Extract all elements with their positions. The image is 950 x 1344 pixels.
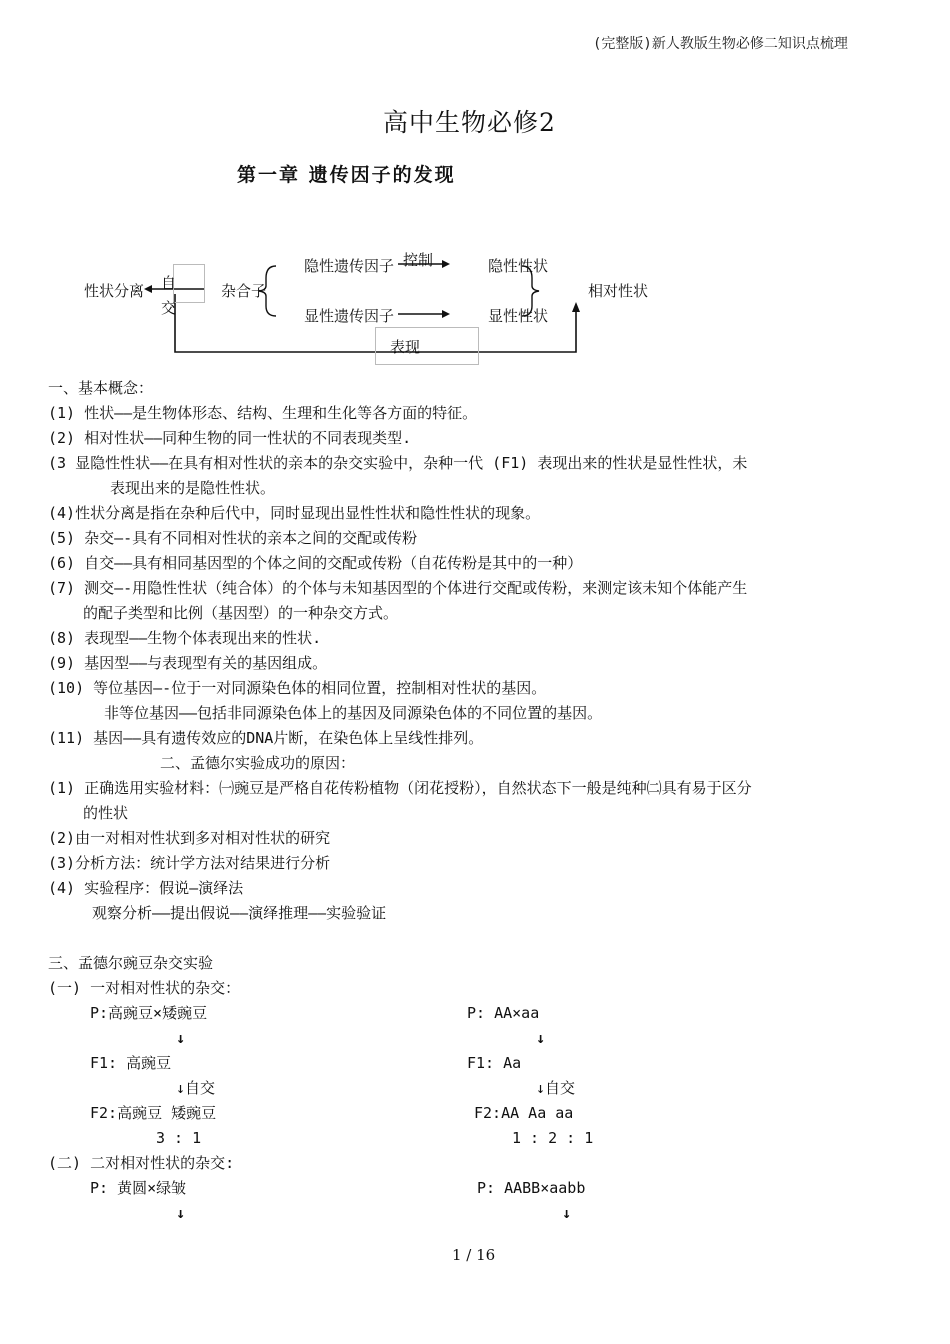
cross-line-right: P: AA×aa [467,1004,540,1022]
concept-line: 非等位基因——包括非同源染色体上的基因及同源染色体的不同位置的基因。 [104,704,603,722]
cross-line-left: F2:高豌豆 矮豌豆 [90,1104,217,1122]
label-recessive-trait: 隐性性状 [488,257,549,275]
cross-arrow-right: ↓ [536,1029,546,1047]
concept-line: (1) 性状——是生物体形态、结构、生理和生化等各方面的特征。 [48,404,478,422]
reason-line: 的性状 [83,804,129,822]
concept-line: (6) 自交——具有相同基因型的个体之间的交配或传粉（自花传粉是其中的一种） [48,554,583,572]
concept-line: (7) 测交—-用隐性性状（纯合体）的个体与未知基因型的个体进行交配或传粉，来测定该未知个体能产生 [48,579,748,597]
reason-line: (4) 实验程序：假说—演绎法 [48,879,244,897]
cross-line-right: ↓自交 [536,1079,576,1097]
cross-ratio-right: 1 : 2 : 1 [512,1129,594,1147]
section-3-heading: 三、孟德尔豌豆杂交实验 [48,954,214,972]
concept-line: (3 显隐性性状——在具有相对性状的亲本的杂交实验中，杂种一代 (F1) 表现出来的性状是显性性状，未 [48,454,748,472]
reason-line: 观察分析——提出假说——演绎推理——实验验证 [92,904,387,922]
concept-line: (9) 基因型——与表现型有关的基因组成。 [48,654,328,672]
chapter-title: 第一章 遗传因子的发现 [237,164,456,186]
cross-line-left: P: 黄圆×绿皱 [90,1179,187,1197]
cross-line-left: ↓自交 [176,1079,216,1097]
reason-line: (2)由一对相对性状到多对相对性状的研究 [48,829,331,847]
cross-arrow-right: ↓ [562,1204,572,1222]
concept-line: (8) 表现型——生物个体表现出来的性状. [48,629,322,647]
concept-line: (10) 等位基因—-位于一对同源染色体的相同位置，控制相对性状的基因。 [48,679,547,697]
concept-line: 表现出来的是隐性性状。 [110,479,276,497]
running-header: (完整版)新人教版生物必修二知识点梳理 [593,36,848,52]
page-title: 高中生物必修2 [383,108,556,137]
label-dominant-factor: 显性遗传因子 [304,307,395,325]
reason-line: (1) 正确选用实验材料：㈠豌豆是严格自花传粉植物（闭花授粉），自然状态下一般是纯种㈡具有易于区分 [48,779,752,797]
concept-line: 的配子类型和比例（基因型）的一种杂交方式。 [83,604,399,622]
label-dominant-trait: 显性性状 [488,307,549,325]
cross-ratio-left: 3 : 1 [156,1129,202,1147]
label-relative-trait: 相对性状 [588,282,649,300]
cross-line-left: F1: 高豌豆 [90,1054,172,1072]
cross-line-left: P:高豌豆×矮豌豆 [90,1004,208,1022]
subsection-monohybrid: (一) 一对相对性状的杂交： [48,979,241,997]
label-hybrid: 杂合子 [221,282,267,300]
label-self-2: 交 [161,299,177,317]
label-express: 表现 [390,338,421,356]
reason-line: (3)分析方法：统计学方法对结果进行分析 [48,854,331,872]
section-2-heading: 二、孟德尔实验成功的原因： [160,754,356,772]
concept-line: (5) 杂交—-具有不同相对性状的亲本之间的交配或传粉 [48,529,418,547]
concept-line: (2) 相对性状——同种生物的同一性状的不同表现类型. [48,429,412,447]
section-1-heading: 一、基本概念： [48,379,154,397]
diagram-lines [0,0,950,380]
cross-arrow-left: ↓ [176,1204,186,1222]
concept-line: (4)性状分离是指在杂种后代中，同时显现出显性性状和隐性性状的现象。 [48,504,541,522]
cross-line-right: F1: Aa [467,1054,522,1072]
self-cross-box [173,264,205,303]
cross-line-right: F2:AA Aa aa [474,1104,574,1122]
concept-line: (11) 基因——具有遗传效应的DNA片断，在染色体上呈线性排列。 [48,729,484,747]
label-trait-segregation: 性状分离 [84,282,145,300]
label-recessive-factor: 隐性遗传因子 [304,257,395,275]
label-control: 控制 [403,251,434,269]
cross-line-right: P: AABB×aabb [477,1179,586,1197]
label-self-1: 自 [161,274,177,292]
page-number: 1 / 16 [452,1246,496,1264]
subsection-dihybrid: (二) 二对相对性状的杂交: [48,1154,235,1172]
cross-arrow-left: ↓ [176,1029,186,1047]
